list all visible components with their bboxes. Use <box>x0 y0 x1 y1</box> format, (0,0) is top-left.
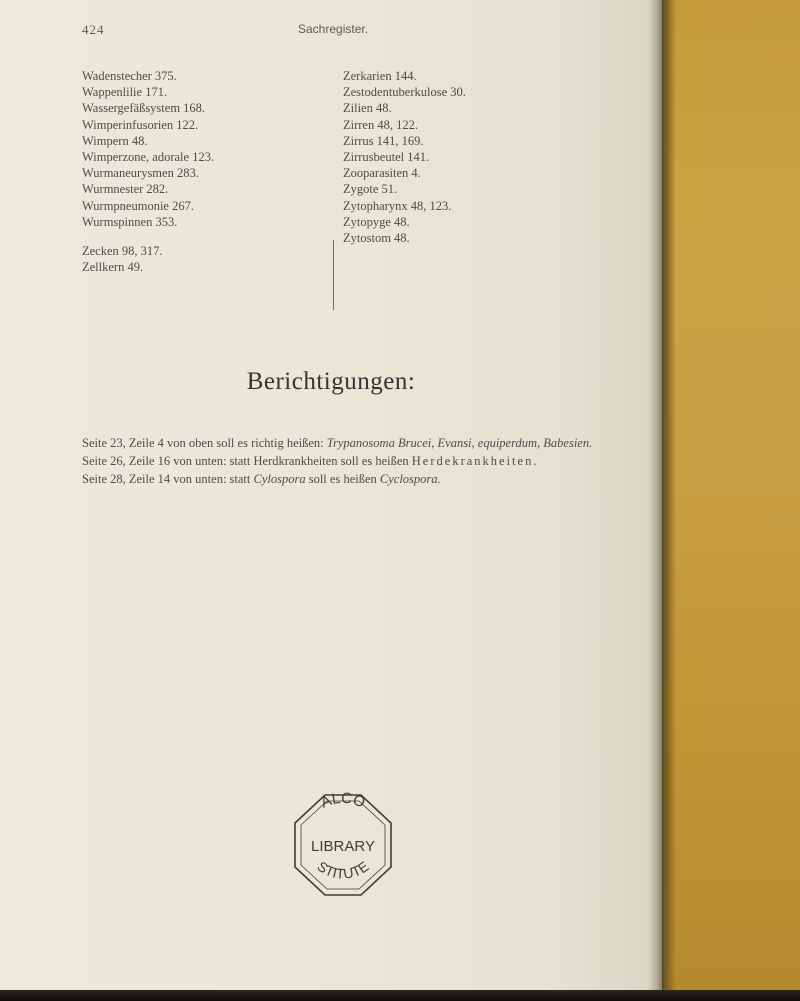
correction-item <box>82 452 612 470</box>
index-entry: Wurmaneurysmen 283. <box>82 166 199 181</box>
library-stamp <box>283 785 403 905</box>
index-entry: Wimperzone, adorale 123. <box>82 150 215 165</box>
index-entry: Wurmspinnen 353. <box>82 214 178 229</box>
stamp-middle-text: LIBRARY <box>311 838 375 855</box>
index-entry: Zilien 48. <box>343 101 392 116</box>
index-entry: Zirrus 141, 169. <box>343 133 424 148</box>
index-entry: Zirren 48, 122. <box>343 117 418 132</box>
index-entry: Wimpern 48. <box>82 133 148 148</box>
page-number: 424 <box>82 22 105 37</box>
index-entry: Wappenlilie 171. <box>82 85 168 100</box>
stamp-top-text: ALCO <box>318 789 368 812</box>
index-entry: Zygote 51. <box>343 182 398 197</box>
correction-text: Seite 23, Zeile 4 von oben soll es richtig heißen: <box>82 436 327 450</box>
index-entry: Zerkarien 144. <box>343 69 417 83</box>
column-divider <box>333 240 334 310</box>
book-cover-board <box>666 0 800 1001</box>
correction-text: Seite 26, Zeile 16 von unten: statt Herdkrankheiten soll es heißen <box>82 454 412 468</box>
correction-item <box>82 434 612 452</box>
correction-italic: Cylospora <box>253 472 306 486</box>
index-entry: Wurmnester 282. <box>82 182 169 197</box>
corrections-list <box>82 434 612 488</box>
correction-text: Seite 28, Zeile 14 von unten: statt <box>82 472 254 486</box>
index-entry: Zooparasiten 4. <box>343 166 421 181</box>
correction-italic: Cyclospora. <box>379 472 441 486</box>
index-entry: Zirrusbeutel 141. <box>343 150 430 165</box>
index-entry: Zytostom 48. <box>343 231 410 246</box>
index-entry: Zestodentuberkulose 30. <box>343 85 466 100</box>
index-entry: Zytopyge 48. <box>343 214 410 229</box>
index-entry: Wurmpneumonie 267. <box>82 198 194 213</box>
page-header <box>0 22 662 42</box>
page-bottom-edge <box>0 990 800 1001</box>
index-entry: Zecken 98, 317. <box>82 244 163 259</box>
index-column-left <box>82 68 322 275</box>
index-entry: Zytopharynx 48, 123. <box>343 198 452 213</box>
correction-spaced: Herdekrankheiten. <box>411 454 539 468</box>
index-entry: Wassergefäßsystem 168. <box>82 101 206 116</box>
correction-text: soll es heißen <box>305 472 380 486</box>
stamp-bottom-text: STITUTE <box>314 857 372 882</box>
correction-item <box>82 470 612 488</box>
running-head: Sachregister. <box>298 22 369 36</box>
corrections-heading: Berichtigungen: <box>246 368 416 395</box>
section-gap <box>82 230 322 243</box>
correction-italic: Trypanosoma Brucei, Evansi, equiperdum, Babesien. <box>326 436 593 450</box>
index-entry: Wimperinfusorien 122. <box>82 117 199 132</box>
index-column-right <box>343 68 603 246</box>
index-entry: Zellkern 49. <box>82 260 144 275</box>
index-entry: Wadenstecher 375. <box>82 69 177 83</box>
